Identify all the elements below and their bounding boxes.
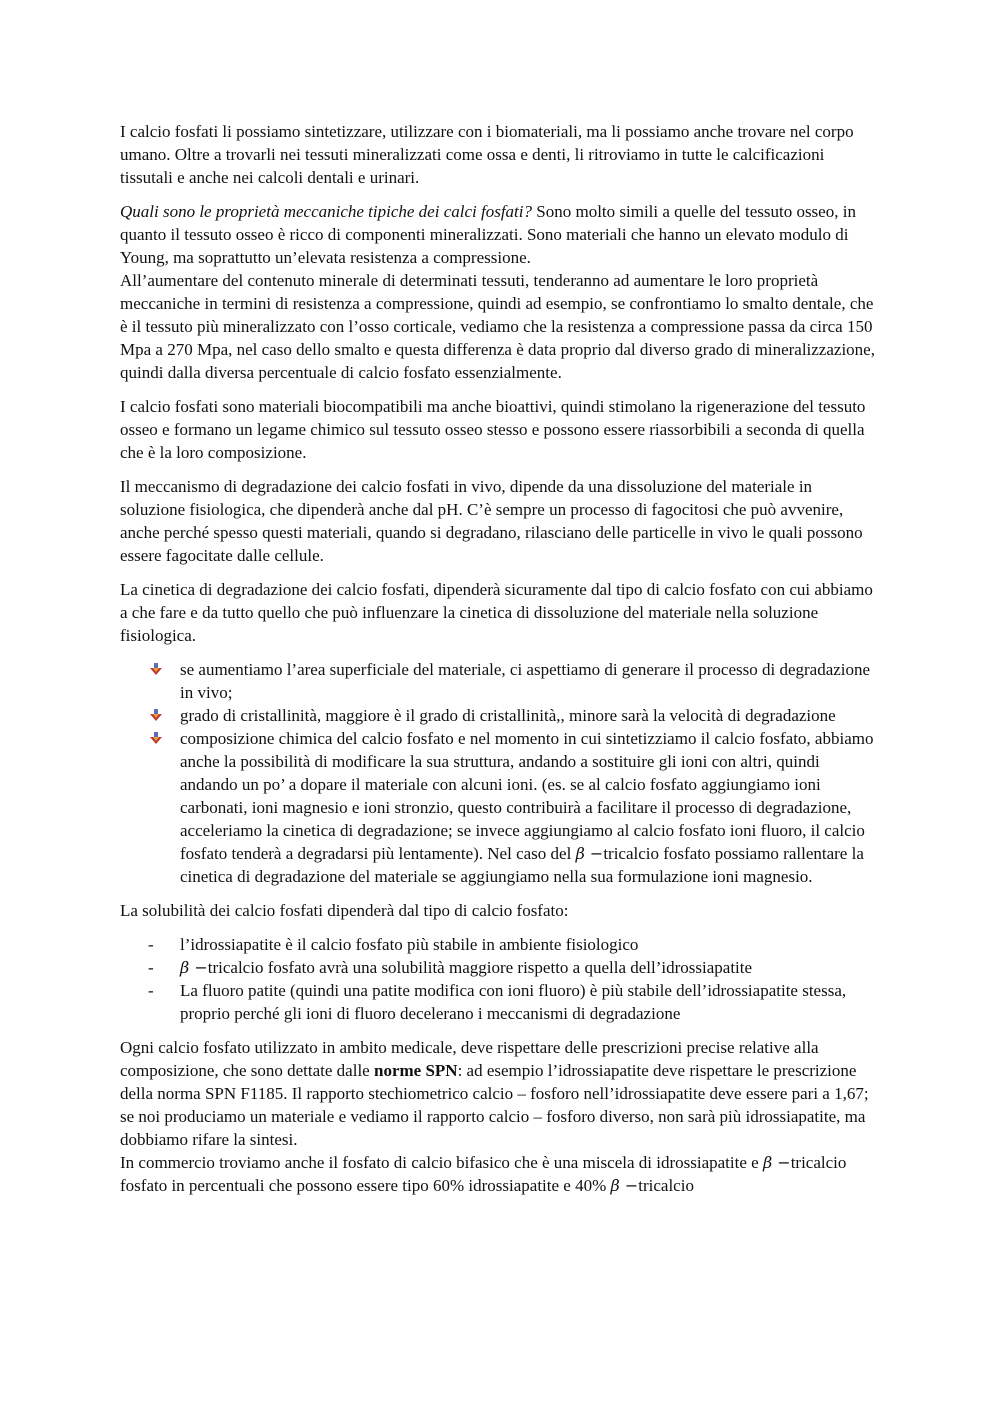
list-item-text: grado di cristallinità, maggiore è il grado di cristallinità,, minore sarà la velocità di degradazione (180, 706, 836, 725)
paragraph-solubility: La solubilità dei calcio fosfati dipenderà dal tipo di calcio fosfato: (120, 901, 569, 920)
paragraph-biphasic (120, 1151, 880, 1197)
list-item (120, 956, 880, 979)
list-item (120, 727, 880, 888)
list-item (120, 979, 880, 1025)
paragraph-mechanical-properties (120, 200, 880, 269)
dash-marker: - (148, 981, 154, 1000)
dash-list-solubility (120, 933, 880, 1025)
paragraph-degradation-kinetics: La cinetica di degradazione dei calcio fosfati, dipenderà sicuramente dal tipo di calcio fosfato con cui abbiamo a che fare e da tutto quello che può influenzare la cinetica di dissoluzione del materiale nella soluzione fisiologica. (120, 580, 873, 645)
dash-marker: - (148, 935, 154, 954)
list-item-text: La fluoro patite (quindi una patite modifica con ioni fluoro) è più stabile dell’idrossiapatite stessa, proprio perché gli ioni di fluoro decelerano i meccanismi di degradazione (180, 981, 847, 1023)
list-item-text: se aumentiamo l’area superficiale del materiale, ci aspettiamo di generare il processo di degradazione in vivo; (180, 660, 871, 702)
list-item (120, 704, 880, 727)
answer-text: Sono molto simili a quelle del tessuto osseo, in quanto il tessuto osseo è ricco di componenti mineralizzati. Sono materiali che hanno un elevato modulo di Young, ma soprattutto un’elevata resistenza a compressione. (120, 202, 856, 267)
arrow-down-icon (150, 732, 162, 744)
question-text: Quali sono le proprietà meccaniche tipiche dei calci fosfati? (120, 202, 533, 221)
list-item (120, 933, 880, 956)
list-item-text: composizione chimica del calcio fosfato e nel momento in cui sintetizziamo il calcio fosfato, abbiamo anche la possibilità di modificare la sua struttura, andando a sostituire gli ioni con altri, quindi andando un po’ a dopare il materiale con alcuni ioni. (es. se al calcio fosfato aggiungiamo ioni carbonati, ioni magnesio e ioni stronzio, questo contribuirà a facilitare il processo di degradazione, acceleriamo la cinetica di degradazione; se invece aggiungiamo al calcio fosfato ioni fluoro, il calcio fosfato tenderà a degradarsi più lentamente). Nel caso del (180, 729, 874, 863)
text-span: In commercio troviamo anche il fosfato di calcio bifasico che è una miscela di idrossiapatite e (120, 1153, 763, 1172)
list-item (120, 658, 880, 704)
list-item-text: tricalcio fosfato avrà una solubilità maggiore rispetto a quella dell’idrossiapatite (207, 958, 753, 977)
beta-symbol: β − (762, 1153, 791, 1172)
paragraph-intro: I calcio fosfati li possiamo sintetizzare, utilizzare con i biomateriali, ma li possiamo anche trovare nel corpo umano. Oltre a trovarli nei tessuti mineralizzati come ossa e denti, li ritroviamo in tutte le calcificazioni tissutali e anche nei calcoli dentali e urinari. (120, 122, 854, 187)
bold-term: norme SPN (373, 1061, 458, 1080)
bullet-list-factors (120, 658, 880, 888)
dash-marker: - (148, 958, 154, 977)
beta-symbol: β − (180, 958, 208, 977)
paragraph-spn-norms (120, 1036, 880, 1151)
text-span: Ogni calcio fosfato utilizzato in ambito medicale, deve rispettare delle prescrizioni precise relative alla composizione, che sono dettate dalle (120, 1038, 819, 1080)
beta-symbol: β − (575, 844, 604, 863)
text-span: : ad esempio l’idrossiapatite deve rispettare le prescrizione della norma SPN F1185. Il rapporto stechiometrico calcio – fosforo nell’idrossiapatite deve essere pari a 1,67; se noi produciamo un materiale e vediamo il rapporto calcio – fosforo diverso, non sarà più idrossiapatite, ma dobbiamo rifare la sintesi. (120, 1061, 869, 1149)
text-span: tricalcio (638, 1176, 694, 1195)
paragraph-biocompatibility: I calcio fosfati sono materiali biocompatibili ma anche bioattivi, quindi stimolano la rigenerazione del tessuto osseo e formano un legame chimico sul tessuto osseo stesso e possono essere riassorbibili a seconda di quella che è la loro composizione. (120, 397, 866, 462)
list-item-text: l’idrossiapatite è il calcio fosfato più stabile in ambiente fisiologico (180, 935, 639, 954)
beta-symbol: β − (610, 1176, 639, 1195)
paragraph-mineral-content: All’aumentare del contenuto minerale di determinati tessuti, tenderanno ad aumentare le loro proprietà meccaniche in termini di resistenza a compressione, quindi ad esempio, se confrontiamo lo smalto dentale, che è il tessuto più mineralizzato con l’osso corticale, vediamo che la resistenza a compressione passa da circa 150 Mpa a 270 Mpa, nel caso dello smalto e questa differenza è data proprio dal diverso grado di mineralizzazione, quindi dalla diversa percentuale di calcio fosfato essenzialmente. (120, 271, 875, 382)
paragraph-degradation-mechanism: Il meccanismo di degradazione dei calcio fosfati in vivo, dipende da una dissoluzione del materiale in soluzione fisiologica, che dipenderà anche dal pH. C’è sempre un processo di fagocitosi che può avvenire, anche perché spesso questi materiali, quando si degradano, rilasciano delle particelle in vivo le quali possono essere fagocitate dalle cellule. (120, 477, 863, 565)
arrow-down-icon (150, 709, 162, 721)
list-item-text: tricalcio fosfato possiamo rallentare la cinetica di degradazione del materiale se aggiungiamo nella sua formulazione ioni magnesio. (180, 844, 864, 886)
arrow-down-icon (150, 663, 162, 675)
text-span: tricalcio fosfato in percentuali che possono essere tipo 60% idrossiapatite e 40% (120, 1153, 847, 1195)
